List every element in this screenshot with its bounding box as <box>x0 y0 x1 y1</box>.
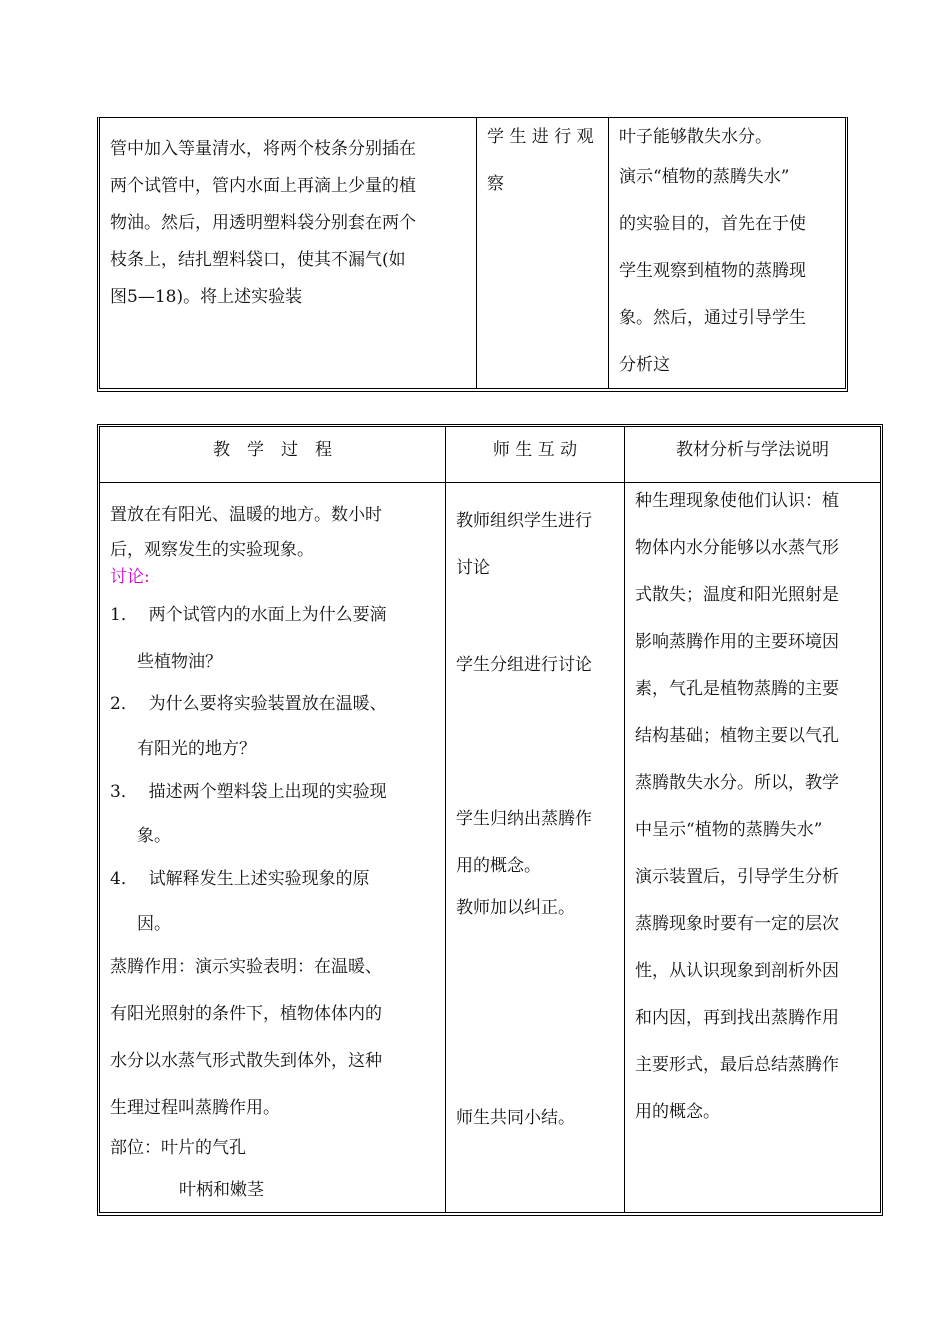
question-line: 些植物油？ <box>110 652 223 672</box>
text-line: 学生观察到植物的蒸腾现 <box>619 261 806 281</box>
analysis-column <box>625 427 880 1212</box>
text-line: 学生归纳出蒸腾作 <box>456 809 592 829</box>
text-line: 管中加入等量清水，将两个枝条分别插在 <box>110 139 416 159</box>
text-line: 性，从认识现象到剖析外因 <box>635 961 839 981</box>
text-line: 两个试管中，管内水面上再滴上少量的植 <box>110 176 416 196</box>
text-line: 象。然后，通过引导学生 <box>619 308 806 328</box>
text-line: 的实验目的，首先在于使 <box>619 214 806 234</box>
text-line: 种生理现象使他们认识：植 <box>635 491 839 511</box>
question-line: 2． 为什么要将实验装置放在温暖、 <box>110 694 387 714</box>
question-line: 有阳光的地方？ <box>110 739 257 759</box>
text-line: 主要形式，最后总结蒸腾作 <box>635 1055 839 1075</box>
interaction-column <box>446 427 625 1212</box>
question-line: 1． 两个试管内的水面上为什么要滴 <box>110 605 387 625</box>
text-line: 演示装置后，引导学生分析 <box>635 867 839 887</box>
text-line: 师生共同小结。 <box>456 1108 575 1128</box>
text-line: 图5—18)。将上述实验装 <box>110 287 303 307</box>
text-line: 和内因，再到找出蒸腾作用 <box>635 1008 839 1028</box>
discussion-label: 讨论: <box>110 567 150 587</box>
lesson-table-continued <box>97 117 848 392</box>
teaching-process-column <box>100 427 446 1212</box>
text-line: 物油。然后，用透明塑料袋分别套在两个 <box>110 213 416 233</box>
header-analysis: 教材分析与学法说明 <box>676 440 829 460</box>
parts-sub: 叶柄和嫩茎 <box>179 1180 264 1200</box>
text-line: 有阳光照射的条件下，植物体体内的 <box>110 1004 382 1024</box>
text-line: 用的概念。 <box>456 856 541 876</box>
text-line: 水分以水蒸气形式散失到体外，这种 <box>110 1051 382 1071</box>
text-line: 讨论 <box>456 558 490 578</box>
text-line: 叶子能够散失水分。 <box>619 127 772 147</box>
text-line: 素，气孔是植物蒸腾的主要 <box>635 679 839 699</box>
analysis-cell <box>609 118 845 388</box>
text-line: 用的概念。 <box>635 1102 720 1122</box>
question-line: 3． 描述两个塑料袋上出现的实验现 <box>110 782 387 802</box>
text-line: 察 <box>487 174 504 194</box>
text-line: 演示“植物的蒸腾失水” <box>619 167 790 187</box>
text-line: 生理过程叫蒸腾作用。 <box>110 1098 280 1118</box>
question-line: 因。 <box>110 914 172 934</box>
question-line: 象。 <box>110 826 172 846</box>
text-line: 蒸腾作用：演示实验表明：在温暖、 <box>110 957 382 977</box>
header-teaching-process: 教 学 过 程 <box>213 440 332 460</box>
text-line: 结构基础；植物主要以气孔 <box>635 726 839 746</box>
teaching-process-cell <box>100 118 477 388</box>
question-line: 4． 试解释发生上述实验现象的原 <box>110 869 370 889</box>
header-interaction: 师 生 互 动 <box>492 440 578 460</box>
text-line: 学 生 进 行 观 <box>487 127 594 147</box>
lesson-table <box>97 424 883 1216</box>
interaction-cell <box>477 118 609 388</box>
text-line: 学生分组进行讨论 <box>456 655 592 675</box>
text-line: 蒸腾现象时要有一定的层次 <box>635 914 839 934</box>
text-line: 影响蒸腾作用的主要环境因 <box>635 632 839 652</box>
text-line: 中呈示“植物的蒸腾失水” <box>635 820 823 840</box>
text-line: 枝条上，结扎塑料袋口，使其不漏气(如 <box>110 250 406 270</box>
text-line: 式散失；温度和阳光照射是 <box>635 585 839 605</box>
text-line: 物体内水分能够以水蒸气形 <box>635 538 839 558</box>
text-line: 分析这 <box>619 355 670 375</box>
text-line: 置放在有阳光、温暖的地方。数小时 <box>110 505 382 525</box>
text-line: 蒸腾散失水分。所以，教学 <box>635 773 839 793</box>
parts-label: 部位：叶片的气孔 <box>110 1138 246 1158</box>
text-line: 教师组织学生进行 <box>456 511 592 531</box>
text-line: 教师加以纠正。 <box>456 898 575 918</box>
text-line: 后，观察发生的实验现象。 <box>110 540 314 560</box>
